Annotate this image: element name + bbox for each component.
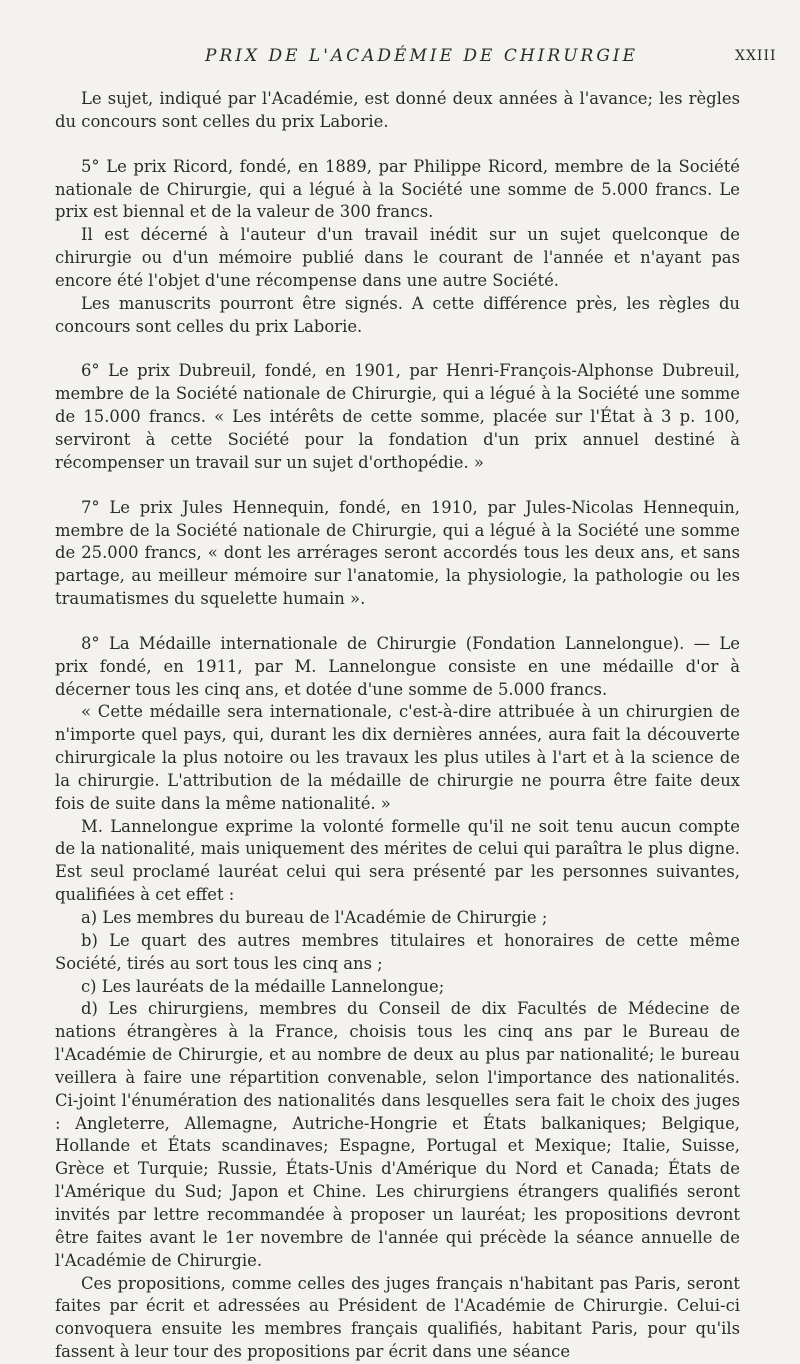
body-text — [55, 88, 740, 1364]
page-header — [0, 44, 800, 72]
paragraph-ricord-eligibility: Il est décerné à l'auteur d'un travail inédit sur un sujet quelconque de chirurgie ou d'un mémoire publié dans le courant de l'année et n'ayant pas encore été l'objet d'une récompense dans une autre Société. — [55, 225, 740, 290]
running-title: PRIX DE L'ACADÉMIE DE CHIRURGIE — [205, 46, 639, 66]
list-item-c: c) Les lauréats de la médaille Lannelongue; — [81, 976, 445, 996]
paragraph-prix-hennequin: 7° Le prix Jules Hennequin, fondé, en 1910, par Jules-Nicolas Hennequin, membre de la Société nationale de Chirurgie, qui a légué à la Société une somme de 25.000 francs, « dont les arrérages seront accordés tous les deux ans, et sans partage, au meilleur mémoire sur l'anatomie, la physiologie, la pathologie ou les traumatismes du squelette humain ». — [55, 497, 740, 609]
page-number: XXIII — [735, 48, 777, 64]
list-item-b: b) Le quart des autres membres titulaires et honoraires de cette même Société, tirés au sort tous les cinq ans ; — [55, 930, 740, 973]
paragraph-medaille-internationale: 8° La Médaille internationale de Chirurgie (Fondation Lannelongue). — Le prix fondé, en 1911, par M. Lannelongue consiste en une médaille d'or à décerner tous les cinq ans, et dotée d'une somme de 5.000 francs. — [55, 633, 740, 699]
list-item-a: a) Les membres du bureau de l'Académie de Chirurgie ; — [81, 908, 548, 927]
paragraph-prix-ricord: 5° Le prix Ricord, fondé, en 1889, par Philippe Ricord, membre de la Société nationale de Chirurgie, qui a légué à la Société une somme de 5.000 francs. Le prix est biennal et de la valeur de 300 francs. — [55, 156, 740, 222]
paragraph-medaille-quote: « Cette médaille sera internationale, c'est-à-dire attribuée à un chirurgien de n'importe quel pays, qui, durant les dix dernières années, aura fait la découverte chirurgicale la plus notoire ou les travaux les plus utiles à l'art et à la science de la chirurgie. L'attribution de la médaille de chirurgie ne pourra être faite deux fois de suite dans la même nationalité. » — [55, 702, 740, 813]
paragraph-laborie-rules: Le sujet, indiqué par l'Académie, est donné deux années à l'avance; les règles du concours sont celles du prix Laborie. — [55, 89, 740, 131]
paragraph-prix-dubreuil: 6° Le prix Dubreuil, fondé, en 1901, par Henri-François-Alphonse Dubreuil, membre de la Société nationale de Chirurgie, qui a légué à la Société une somme de 15.000 francs. « Les intérêts de cette somme, placée sur l'État à 3 p. 100, serviront à cette Société pour la fondation d'un prix annuel destiné à récompenser un travail sur un sujet d'orthopédie. » — [55, 361, 740, 472]
list-item-d: d) Les chirurgiens, membres du Conseil de dix Facultés de Médecine de nations étrangères à la France, choisis tous les cinq ans par le Bureau de l'Académie de Chirurgie, et au nombre de deux au plus par nationalité; le bureau veillera à faire une répartition convenable, selon l'importance des nationalités. Ci-joint l'énumération des nationalités dans lesquelles sera fait le choix des juges : Angleterre, Allemagne, Autriche-Hongrie et États balkaniques; Belgique, Hollande et États scandinaves; Espagne, Portugal et Mexique; Italie, Suisse, Grèce et Turquie; Russie, États-Unis d'Amérique du Nord et Canada; États de l'Amérique du Sud; Japon et Chine. Les chirurgiens étrangers qualifiés seront invités par lettre recommandée à proposer un lauréat; les propositions devront être faites avant le 1er novembre de l'année qui précède la séance annuelle de l'Académie de Chirurgie. — [55, 999, 740, 1270]
paragraph-lannelongue-volonte: M. Lannelongue exprime la volonté formelle qu'il ne soit tenu aucun compte de la nationalité, mais uniquement des mérites de celui qui paraîtra le plus digne. Est seul proclamé lauréat celui qui sera présenté par les personnes suivantes, qualifiées à cet effet : — [55, 816, 740, 905]
paragraph-propositions: Ces propositions, comme celles des juges français n'habitant pas Paris, seront faites par écrit et adressées au Président de l'Académie de Chirurgie. Celui-ci convoquera ensuite les membres français qualifiés, habitant Paris, pour qu'ils fassent à leur tour des propositions par écrit dans une séance — [55, 1273, 740, 1362]
paragraph-ricord-manuscripts: Les manuscrits pourront être signés. A cette différence près, les règles du concours sont celles du prix Laborie. — [55, 293, 740, 336]
